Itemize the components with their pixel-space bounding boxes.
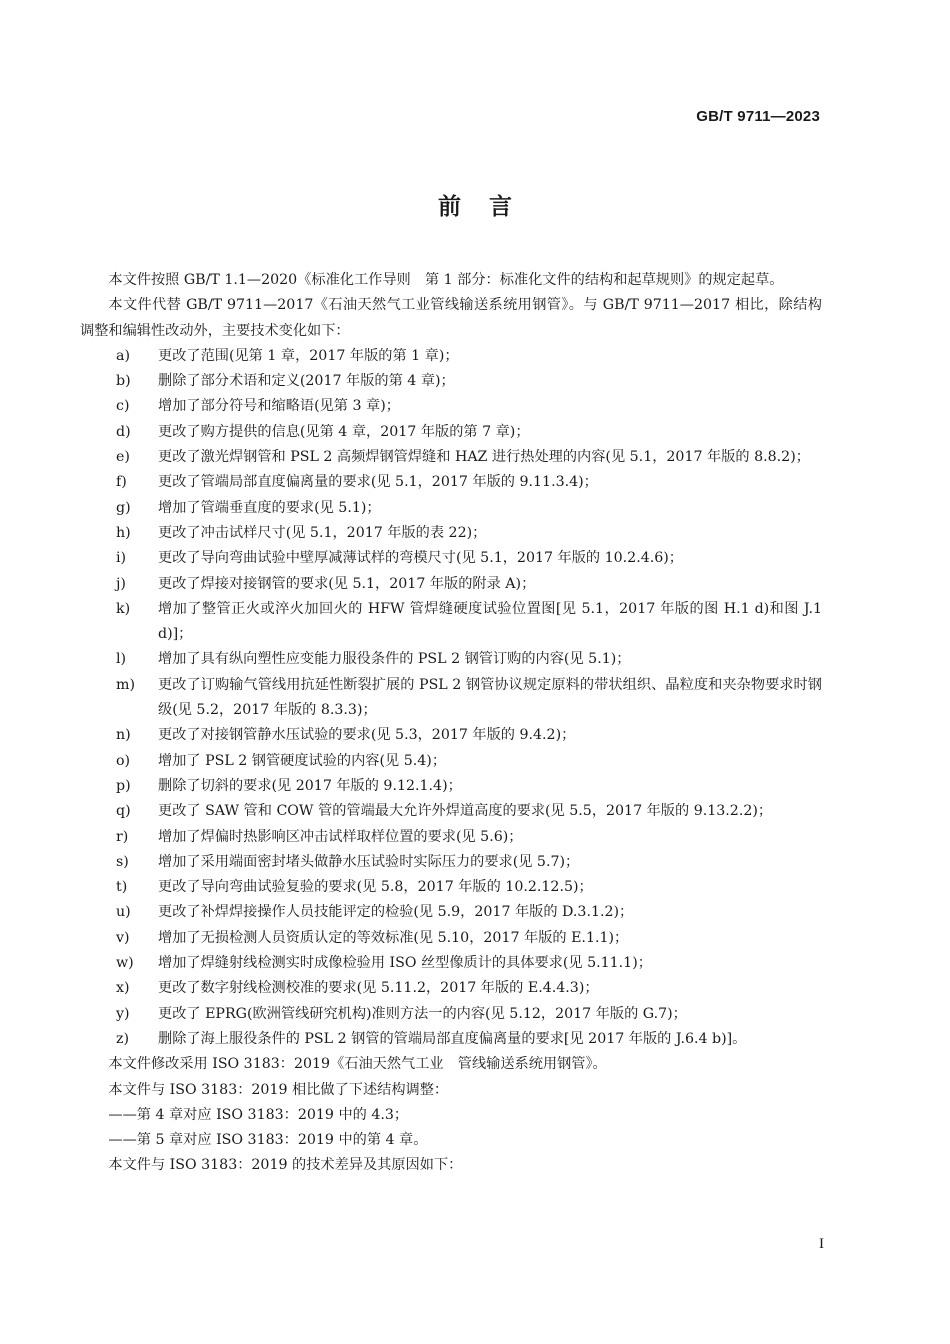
change-item	[80, 723, 822, 748]
standard-code: GB/T 9711—2023	[696, 108, 820, 125]
change-item-label: h)	[116, 524, 131, 541]
change-item-label: g)	[116, 499, 131, 516]
change-item-text: 更改了导向弯曲试验中壁厚减薄试样的弯模尺寸(见 5.1，2017 年版的 10.2.4.6)；	[158, 550, 683, 567]
change-item-label: n)	[116, 727, 131, 744]
change-item-label: y)	[116, 1005, 130, 1022]
adoption-paragraph: 本文件修改采用 ISO 3183：2019《石油天然气工业 管线输送系统用钢管》。	[108, 1056, 607, 1073]
change-item-label: v)	[116, 929, 130, 946]
change-item	[80, 799, 822, 824]
change-item-text: 更改了购方提供的信息(见第 4 章，2017 年版的第 7 章)；	[158, 423, 530, 440]
change-item-text: 删除了海上服役条件的 PSL 2 钢管的管端局部直度偏离量的要求[见 2017 年版的 J.6.4 b)]。	[158, 1030, 747, 1047]
change-item-label: o)	[116, 752, 131, 769]
change-item-label: w)	[116, 955, 134, 972]
change-item-label: z)	[116, 1030, 130, 1047]
change-item-label: f)	[116, 474, 127, 491]
change-item	[80, 774, 822, 799]
change-item	[80, 825, 822, 850]
change-item-label: t)	[116, 879, 128, 896]
change-item	[80, 850, 822, 875]
change-item-text: 增加了焊缝射线检测实时成像检验用 ISO 丝型像质计的具体要求(见 5.11.1)；	[158, 955, 652, 972]
change-item-label: p)	[116, 777, 131, 794]
page-title: 前言	[438, 194, 540, 220]
change-item-text: 更改了范围(见第 1 章，2017 年版的第 1 章)；	[158, 347, 459, 364]
intro-paragraph-2: 本文件代替 GB/T 9711—2017《石油天然气工业管线输送系统用钢管》。与 GB/T 9711—2017 相比，除结构调整和编辑性改动外，主要技术变化如下：	[80, 297, 822, 339]
page-number: I	[819, 1236, 824, 1252]
change-item	[80, 1002, 822, 1027]
change-item-text: 更改了导向弯曲试验复验的要求(见 5.8，2017 年版的 10.2.12.5)；	[158, 879, 593, 896]
change-item	[80, 597, 822, 648]
change-item	[80, 647, 822, 672]
change-item-text: 更改了焊接对接钢管的要求(见 5.1，2017 年版的附录 A)；	[158, 575, 536, 592]
change-item-text: 更改了对接钢管静水压试验的要求(见 5.3，2017 年版的 9.4.2)；	[158, 727, 576, 744]
change-item-text: 增加了 PSL 2 钢管硬度试验的内容(见 5.4)；	[158, 752, 447, 769]
change-item-label: i)	[116, 550, 127, 567]
change-item	[80, 496, 822, 521]
change-item-text: 更改了补焊焊接操作人员技能评定的检验(见 5.9，2017 年版的 D.3.1.2)；	[158, 904, 634, 921]
change-item-text: 增加了管端垂直度的要求(见 5.1)；	[158, 499, 381, 516]
intro-paragraph-1: 本文件按照 GB/T 1.1—2020《标准化工作导则 第 1 部分：标准化文件的结构和起草规则》的规定起草。	[108, 272, 784, 288]
change-item-text: 更改了 EPRG(欧洲管线研究机构)准则方法一的内容(见 5.12，2017 年版的 G.7)；	[158, 1005, 687, 1022]
change-item-label: l)	[116, 651, 127, 668]
change-item-text: 增加了整管正火或淬火加回火的 HFW 管焊缝硬度试验位置图[见 5.1，2017 年版的图 H.1 d)和图 J.1 d)]；	[158, 600, 822, 643]
change-item	[80, 546, 822, 571]
change-item-label: r)	[116, 828, 129, 845]
change-item	[80, 572, 822, 597]
change-item-label: d)	[116, 423, 131, 440]
change-item	[80, 900, 822, 925]
change-item	[80, 369, 822, 394]
change-item-text: 更改了数字射线检测校准的要求(见 5.11.2，2017 年版的 E.4.4.3)；	[158, 980, 599, 997]
change-item-label: a)	[116, 347, 130, 364]
change-item	[80, 394, 822, 419]
technical-changes-list	[80, 344, 822, 1052]
change-item-text: 更改了 SAW 管和 COW 管的管端最大允许外焊道高度的要求(见 5.5，2017 年版的 9.13.2.2)；	[158, 803, 773, 820]
change-item-text: 更改了激光焊钢管和 PSL 2 高频焊钢管焊缝和 HAZ 进行热处理的内容(见 5.1，2017 年版的 8.8.2)；	[158, 449, 810, 466]
structure-change-item: ——第 4 章对应 ISO 3183：2019 中的 4.3；	[108, 1106, 409, 1123]
change-item-label: q)	[116, 803, 131, 820]
change-item-text: 增加了采用端面密封堵头做静水压试验时实际压力的要求(见 5.7)；	[158, 853, 580, 870]
change-item-label: e)	[116, 449, 130, 466]
change-item-text: 增加了焊偏时热影响区冲击试样取样位置的要求(见 5.6)；	[158, 828, 523, 845]
technical-diff-paragraph: 本文件与 ISO 3183：2019 的技术差异及其原因如下：	[108, 1157, 463, 1174]
change-item-text: 更改了订购输气管线用抗延性断裂扩展的 PSL 2 钢管协议规定原料的带状组织、晶粒度和夹杂物要求时钢级(见 5.2，2017 年版的 8.3.3)；	[158, 676, 822, 719]
structure-paragraph: 本文件与 ISO 3183：2019 相比做了下述结构调整：	[108, 1081, 449, 1098]
change-item-label: k)	[116, 600, 131, 617]
change-item	[80, 1027, 822, 1052]
change-item-label: j)	[116, 575, 126, 592]
change-item-label: x)	[116, 980, 130, 997]
structure-change-item: ——第 5 章对应 ISO 3183：2019 中的第 4 章。	[108, 1132, 428, 1149]
change-item	[80, 445, 822, 470]
change-item-label: b)	[116, 373, 131, 390]
change-item-label: u)	[116, 904, 131, 921]
change-item-label: m)	[116, 676, 135, 693]
change-item	[80, 470, 822, 495]
change-item	[80, 344, 822, 369]
change-item-text: 删除了部分术语和定义(2017 年版的第 4 章)；	[158, 373, 455, 390]
change-item-text: 删除了切斜的要求(见 2017 年版的 9.12.1.4)；	[158, 777, 462, 794]
change-item-label: s)	[116, 853, 129, 870]
change-item-text: 增加了具有纵向塑性应变能力服役条件的 PSL 2 钢管订购的内容(见 5.1)；	[158, 651, 631, 668]
change-item	[80, 875, 822, 900]
change-item-text: 更改了冲击试样尺寸(见 5.1，2017 年版的表 22)；	[158, 524, 487, 541]
change-item	[80, 749, 822, 774]
change-item	[80, 673, 822, 724]
document-body	[80, 268, 822, 1179]
change-item	[80, 521, 822, 546]
change-item-label: c)	[116, 398, 130, 415]
change-item-text: 更改了管端局部直度偏离量的要求(见 5.1，2017 年版的 9.11.3.4)；	[158, 474, 598, 491]
change-item	[80, 951, 822, 976]
change-item	[80, 976, 822, 1001]
change-item	[80, 420, 822, 445]
change-item-text: 增加了无损检测人员资质认定的等效标准(见 5.10，2017 年版的 E.1.1)；	[158, 929, 629, 946]
change-item-text: 增加了部分符号和缩略语(见第 3 章)；	[158, 398, 400, 415]
change-item	[80, 926, 822, 951]
